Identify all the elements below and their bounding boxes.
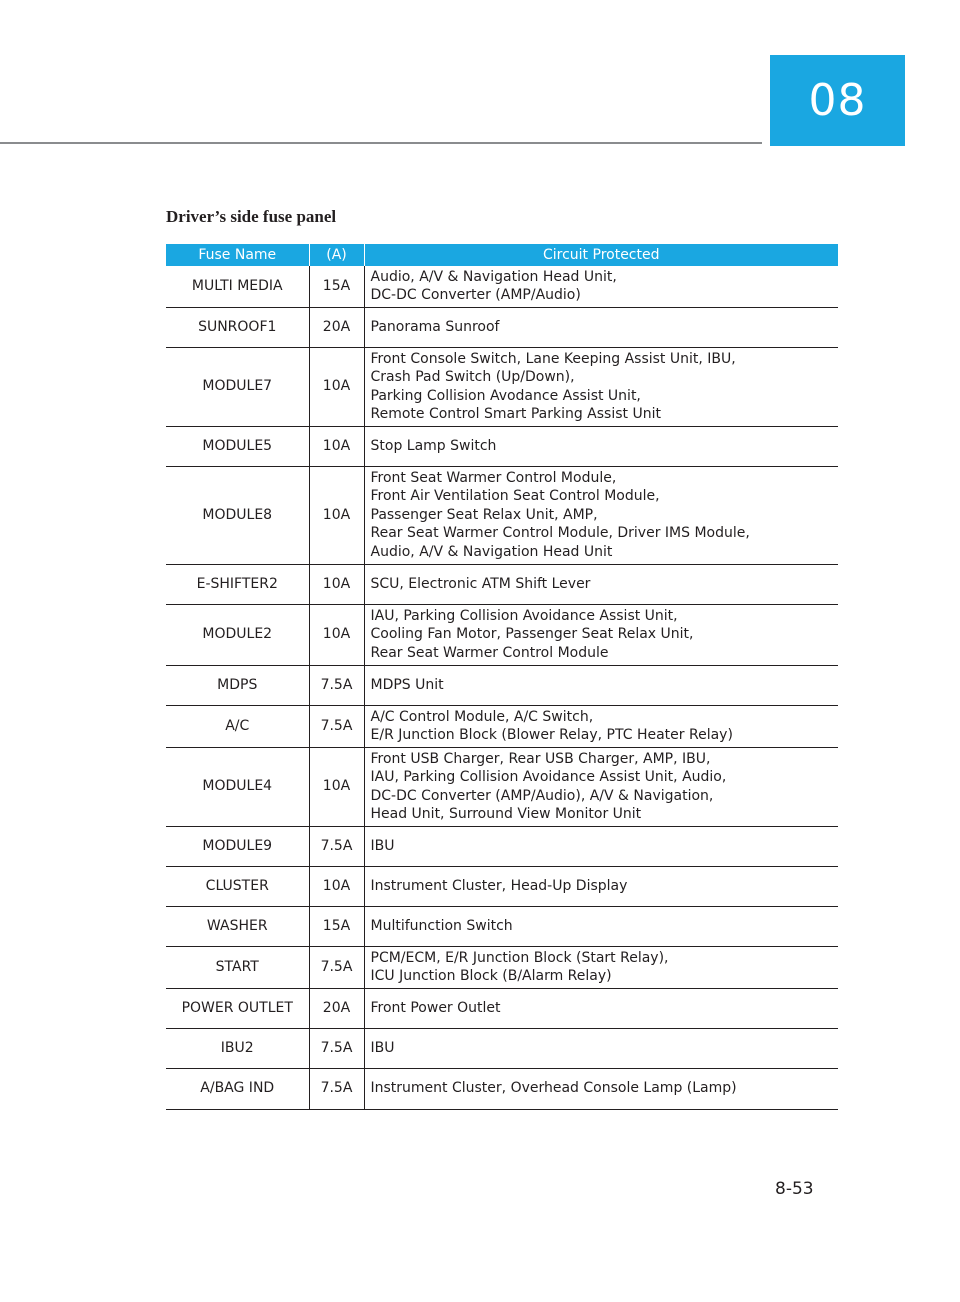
chapter-tab bbox=[770, 55, 905, 146]
circuit-protected-cell bbox=[364, 1068, 838, 1109]
fuse-name-cell: A/BAG IND bbox=[166, 1068, 309, 1109]
circuit-line: MDPS Unit bbox=[370, 676, 444, 693]
table-row bbox=[166, 604, 838, 665]
circuit-line: PCM/ECM, E/R Junction Block (Start Relay), bbox=[370, 949, 669, 966]
circuit-line: ICU Junction Block (B/Alarm Relay) bbox=[370, 968, 612, 984]
circuit-protected-cell bbox=[364, 866, 838, 906]
fuse-ampere-cell: 10A bbox=[309, 466, 364, 564]
fuse-name-cell: WASHER bbox=[166, 906, 309, 946]
circuit-line: Instrument Cluster, Overhead Console Lamp (Lamp) bbox=[370, 1080, 737, 1097]
circuit-line: Crash Pad Switch (Up/Down), bbox=[370, 369, 575, 385]
circuit-line: Front USB Charger, Rear USB Charger, AMP, IBU, bbox=[370, 750, 711, 767]
fuse-ampere-cell: 10A bbox=[309, 564, 364, 604]
table-row bbox=[166, 307, 838, 347]
circuit-line: IBU bbox=[370, 1039, 395, 1056]
fuse-ampere-cell: 7.5A bbox=[309, 665, 364, 705]
circuit-line: IAU, Parking Collision Avoidance Assist Unit, bbox=[370, 607, 678, 624]
fuse-ampere-cell: 7.5A bbox=[309, 946, 364, 988]
fuse-ampere-cell: 10A bbox=[309, 747, 364, 826]
circuit-protected-cell bbox=[364, 307, 838, 347]
circuit-line: Stop Lamp Switch bbox=[370, 437, 497, 454]
fuse-ampere-cell: 7.5A bbox=[309, 1028, 364, 1068]
circuit-line: Audio, A/V & Navigation Head Unit, bbox=[370, 268, 617, 285]
circuit-line: IAU, Parking Collision Avoidance Assist Unit, Audio, bbox=[370, 769, 727, 785]
circuit-protected-cell bbox=[364, 426, 838, 466]
fuse-name-cell: MODULE4 bbox=[166, 747, 309, 826]
circuit-protected-cell bbox=[364, 564, 838, 604]
fuse-ampere-cell: 7.5A bbox=[309, 705, 364, 747]
fuse-name-cell: IBU2 bbox=[166, 1028, 309, 1068]
fuse-name-cell: MODULE8 bbox=[166, 466, 309, 564]
column-header-circuit-protected: Circuit Protected bbox=[364, 244, 838, 266]
circuit-line: Panorama Sunroof bbox=[370, 318, 500, 335]
circuit-line: Front Console Switch, Lane Keeping Assist Unit, IBU, bbox=[370, 350, 736, 367]
fuse-ampere-cell: 7.5A bbox=[309, 826, 364, 866]
circuit-protected-cell bbox=[364, 826, 838, 866]
fuse-ampere-cell: 10A bbox=[309, 347, 364, 426]
circuit-line: IBU bbox=[370, 837, 395, 854]
circuit-line: A/C Control Module, A/C Switch, bbox=[370, 708, 594, 725]
fuse-name-cell: E-SHIFTER2 bbox=[166, 564, 309, 604]
fuse-name-cell: MULTI MEDIA bbox=[166, 266, 309, 307]
header-rule bbox=[0, 142, 762, 144]
table-row bbox=[166, 1028, 838, 1068]
fuse-ampere-cell: 7.5A bbox=[309, 1068, 364, 1109]
circuit-line: Remote Control Smart Parking Assist Unit bbox=[370, 406, 661, 422]
circuit-line: Front Power Outlet bbox=[370, 999, 501, 1016]
circuit-line: Parking Collision Avodance Assist Unit, bbox=[370, 387, 641, 404]
circuit-protected-cell bbox=[364, 604, 838, 665]
chapter-number: 08 bbox=[808, 75, 867, 126]
circuit-protected-cell bbox=[364, 665, 838, 705]
circuit-line: Head Unit, Surround View Monitor Unit bbox=[370, 806, 642, 822]
fuse-table bbox=[166, 244, 838, 1110]
table-header-row bbox=[166, 244, 838, 266]
fuse-name-cell: MODULE9 bbox=[166, 826, 309, 866]
table-row bbox=[166, 988, 838, 1028]
column-header-ampere: (A) bbox=[309, 244, 364, 266]
circuit-protected-cell bbox=[364, 747, 838, 826]
fuse-name-cell: POWER OUTLET bbox=[166, 988, 309, 1028]
fuse-name-cell: MODULE5 bbox=[166, 426, 309, 466]
column-header-fuse-name: Fuse Name bbox=[166, 244, 309, 266]
fuse-ampere-cell: 10A bbox=[309, 426, 364, 466]
fuse-ampere-cell: 10A bbox=[309, 604, 364, 665]
table-row bbox=[166, 946, 838, 988]
circuit-protected-cell bbox=[364, 1028, 838, 1068]
circuit-line: Rear Seat Warmer Control Module, Driver IMS Module, bbox=[370, 525, 750, 542]
fuse-name-cell: MODULE7 bbox=[166, 347, 309, 426]
circuit-protected-cell bbox=[364, 466, 838, 564]
fuse-name-cell: MDPS bbox=[166, 665, 309, 705]
circuit-line: E/R Junction Block (Blower Relay, PTC Heater Relay) bbox=[370, 727, 733, 743]
table-row bbox=[166, 466, 838, 564]
table-row bbox=[166, 826, 838, 866]
table-row bbox=[166, 705, 838, 747]
table-row bbox=[166, 906, 838, 946]
table-row bbox=[166, 665, 838, 705]
table-row bbox=[166, 1068, 838, 1109]
table-row bbox=[166, 266, 838, 307]
fuse-name-cell: CLUSTER bbox=[166, 866, 309, 906]
circuit-line: Front Air Ventilation Seat Control Module, bbox=[370, 488, 660, 505]
table-row bbox=[166, 866, 838, 906]
circuit-line: DC-DC Converter (AMP/Audio), A/V & Navigation, bbox=[370, 787, 714, 804]
fuse-ampere-cell: 20A bbox=[309, 307, 364, 347]
circuit-line: DC-DC Converter (AMP/Audio) bbox=[370, 287, 581, 304]
fuse-table-body bbox=[166, 266, 838, 1109]
circuit-protected-cell bbox=[364, 347, 838, 426]
section-title: Driver’s side fuse panel bbox=[166, 207, 337, 226]
fuse-ampere-cell: 15A bbox=[309, 266, 364, 307]
circuit-line: Passenger Seat Relax Unit, AMP, bbox=[370, 506, 598, 523]
circuit-protected-cell bbox=[364, 946, 838, 988]
circuit-protected-cell bbox=[364, 266, 838, 307]
table-row bbox=[166, 347, 838, 426]
fuse-name-cell: START bbox=[166, 946, 309, 988]
fuse-ampere-cell: 20A bbox=[309, 988, 364, 1028]
circuit-protected-cell bbox=[364, 705, 838, 747]
fuse-name-cell: SUNROOF1 bbox=[166, 307, 309, 347]
circuit-line: Instrument Cluster, Head-Up Display bbox=[370, 877, 628, 894]
circuit-line: Front Seat Warmer Control Module, bbox=[370, 469, 617, 486]
circuit-line: Audio, A/V & Navigation Head Unit bbox=[370, 543, 613, 560]
circuit-protected-cell bbox=[364, 906, 838, 946]
circuit-line: SCU, Electronic ATM Shift Lever bbox=[370, 575, 591, 592]
fuse-ampere-cell: 15A bbox=[309, 906, 364, 946]
fuse-name-cell: MODULE2 bbox=[166, 604, 309, 665]
page-number: 8-53 bbox=[775, 1179, 814, 1199]
table-row bbox=[166, 564, 838, 604]
circuit-line: Rear Seat Warmer Control Module bbox=[370, 644, 609, 661]
circuit-line: Cooling Fan Motor, Passenger Seat Relax Unit, bbox=[370, 626, 694, 643]
circuit-line: Multifunction Switch bbox=[370, 917, 513, 934]
circuit-protected-cell bbox=[364, 988, 838, 1028]
table-row bbox=[166, 747, 838, 826]
fuse-ampere-cell: 10A bbox=[309, 866, 364, 906]
table-row bbox=[166, 426, 838, 466]
fuse-name-cell: A/C bbox=[166, 705, 309, 747]
